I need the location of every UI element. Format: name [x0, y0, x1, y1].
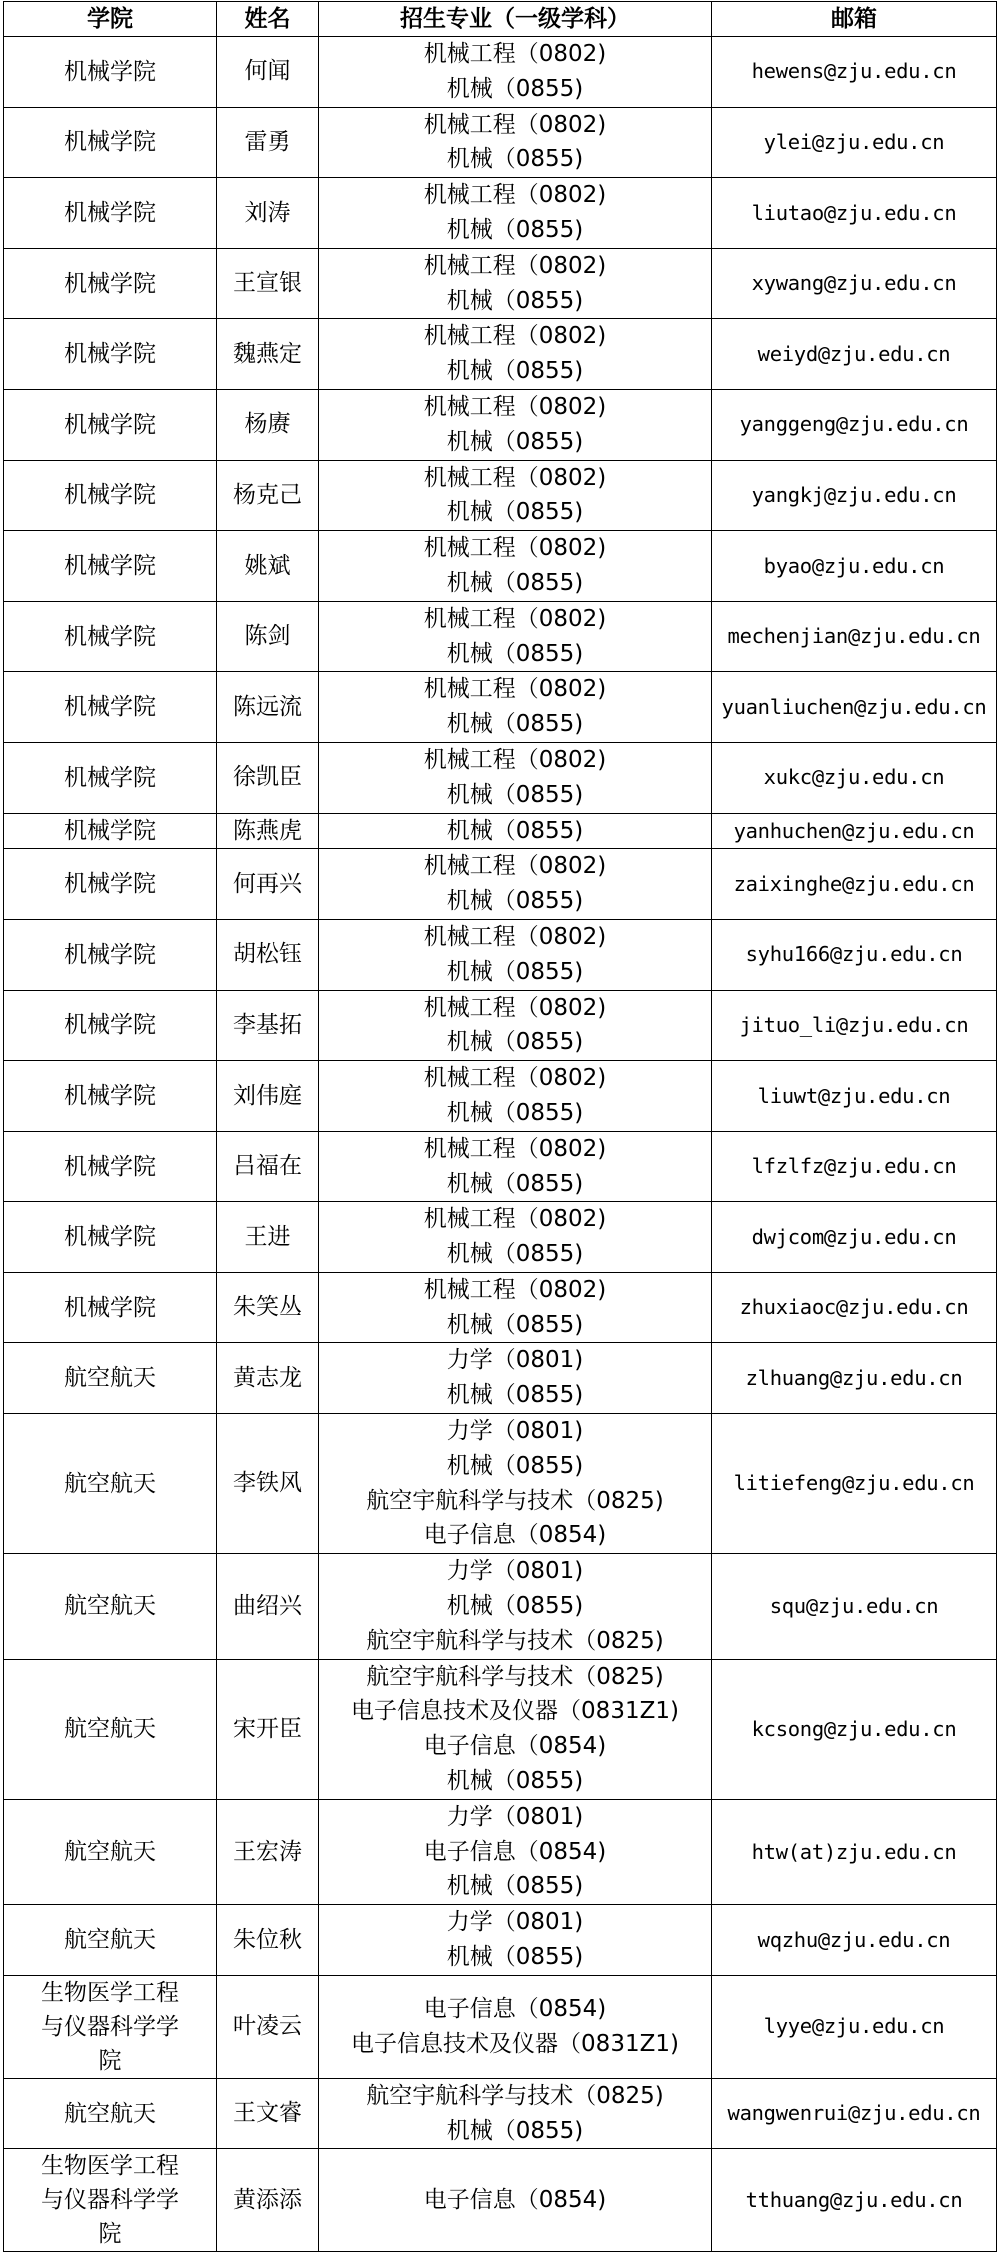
table-row [4, 107, 997, 178]
major-line: 机械工程（0802) [423, 746, 607, 773]
table-row [4, 1131, 997, 1202]
name-cell: 雷勇 [217, 107, 319, 178]
major-line: 航空宇航科学与技术（0825) [366, 1663, 664, 1690]
major-line: 机械工程（0802) [423, 1065, 607, 1092]
name-cell: 胡松钰 [217, 919, 319, 990]
table-row [4, 2078, 997, 2149]
college-cell: 航空航天 [4, 1799, 217, 1904]
college-cell: 航空航天 [4, 1554, 217, 1659]
major-line: 机械（0855) [446, 888, 584, 915]
major-cell [319, 1343, 712, 1414]
major-line: 机械工程（0802) [423, 182, 607, 209]
major-line: 机械工程（0802) [423, 464, 607, 491]
major-line: 机械（0855) [446, 428, 584, 455]
email-cell: liutao@zju.edu.cn [712, 178, 997, 249]
table-row [4, 1659, 997, 1799]
major-line: 机械（0855) [446, 711, 584, 738]
name-cell: 刘伟庭 [217, 1061, 319, 1132]
college-cell: 机械学院 [4, 37, 217, 108]
header-email: 邮箱 [712, 2, 997, 37]
major-line: 机械工程（0802) [423, 676, 607, 703]
name-cell: 李铁风 [217, 1414, 319, 1554]
table-row [4, 601, 997, 672]
table-row [4, 672, 997, 743]
college-cell: 机械学院 [4, 460, 217, 531]
college-cell: 机械学院 [4, 742, 217, 813]
header-name: 姓名 [217, 2, 319, 37]
major-line: 机械（0855) [446, 640, 584, 667]
major-line: 机械工程（0802) [423, 605, 607, 632]
major-cell [319, 1061, 712, 1132]
name-cell: 王宣银 [217, 248, 319, 319]
email-cell: zhuxiaoc@zju.edu.cn [712, 1272, 997, 1343]
major-line: 机械工程（0802) [423, 994, 607, 1021]
major-cell [319, 248, 712, 319]
major-cell [319, 1202, 712, 1273]
major-cell [319, 37, 712, 108]
college-cell: 生物医学工程与仪器科学学院 [4, 1975, 217, 2078]
name-cell: 徐凯臣 [217, 742, 319, 813]
major-cell [319, 849, 712, 920]
major-cell [319, 742, 712, 813]
major-line: 机械（0855) [446, 1382, 584, 1409]
major-line: 电子信息（0854) [423, 1522, 607, 1549]
major-line: 电子信息（0854) [423, 1733, 607, 1760]
table-row [4, 919, 997, 990]
major-line: 机械（0855) [446, 569, 584, 596]
name-cell: 朱笑丛 [217, 1272, 319, 1343]
table-row [4, 813, 997, 849]
major-cell [319, 919, 712, 990]
table-body [4, 37, 997, 2252]
college-cell: 机械学院 [4, 672, 217, 743]
major-cell [319, 601, 712, 672]
major-line: 机械工程（0802) [423, 535, 607, 562]
email-cell: yanggeng@zju.edu.cn [712, 389, 997, 460]
major-line: 机械（0855) [446, 499, 584, 526]
college-cell: 机械学院 [4, 601, 217, 672]
table-row [4, 1272, 997, 1343]
email-cell: htw(at)zju.edu.cn [712, 1799, 997, 1904]
major-cell [319, 2078, 712, 2149]
major-cell [319, 1975, 712, 2078]
college-cell: 机械学院 [4, 990, 217, 1061]
major-cell [319, 1799, 712, 1904]
table-row [4, 1343, 997, 1414]
major-line: 机械工程（0802) [423, 1276, 607, 1303]
table-header [4, 2, 997, 37]
table-row [4, 37, 997, 108]
major-cell [319, 319, 712, 390]
major-line: 机械工程（0802) [423, 41, 607, 67]
major-cell [319, 531, 712, 602]
table-row [4, 389, 997, 460]
name-cell: 刘涛 [217, 178, 319, 249]
table-row [4, 1414, 997, 1554]
table-row [4, 531, 997, 602]
table-row [4, 178, 997, 249]
name-cell: 魏燕定 [217, 319, 319, 390]
major-line: 机械（0855) [446, 1873, 584, 1900]
name-cell: 王宏涛 [217, 1799, 319, 1904]
major-cell [319, 107, 712, 178]
major-line: 机械（0855) [446, 1944, 584, 1971]
table-row [4, 1905, 997, 1976]
major-cell [319, 389, 712, 460]
major-line: 机械（0855) [446, 1241, 584, 1268]
email-cell: squ@zju.edu.cn [712, 1554, 997, 1659]
name-cell: 吕福在 [217, 1131, 319, 1202]
major-line: 电子信息技术及仪器（0831Z1) [351, 2030, 679, 2057]
college-cell: 机械学院 [4, 107, 217, 178]
major-line: 航空宇航科学与技术（0825) [366, 1487, 664, 1514]
header-major: 招生专业（一级学科） [319, 2, 712, 37]
name-cell: 叶凌云 [217, 1975, 319, 2078]
major-line: 力学（0801) [446, 1803, 584, 1830]
college-cell: 机械学院 [4, 1272, 217, 1343]
college-cell: 机械学院 [4, 319, 217, 390]
faculty-table [3, 1, 997, 2252]
major-line: 电子信息（0854) [423, 1838, 607, 1865]
major-line: 机械（0855) [446, 1029, 584, 1056]
major-line: 机械（0855) [446, 146, 584, 173]
table-row [4, 990, 997, 1061]
major-line: 机械（0855) [446, 1768, 584, 1795]
major-line: 机械（0855) [446, 958, 584, 985]
email-cell: wangwenrui@zju.edu.cn [712, 2078, 997, 2149]
major-line: 机械工程（0802) [423, 393, 607, 420]
major-line: 机械工程（0802) [423, 853, 607, 880]
major-cell [319, 813, 712, 849]
major-line: 力学（0801) [446, 1558, 584, 1585]
college-cell: 航空航天 [4, 2078, 217, 2149]
email-cell: liuwt@zju.edu.cn [712, 1061, 997, 1132]
major-cell [319, 2149, 712, 2252]
name-cell: 曲绍兴 [217, 1554, 319, 1659]
major-line: 机械（0855) [446, 2117, 584, 2144]
major-line: 机械工程（0802) [423, 252, 607, 279]
email-cell: yangkj@zju.edu.cn [712, 460, 997, 531]
name-cell: 陈燕虎 [217, 813, 319, 849]
college-cell: 机械学院 [4, 1061, 217, 1132]
college-cell: 航空航天 [4, 1905, 217, 1976]
name-cell: 杨克己 [217, 460, 319, 531]
email-cell: lfzlfz@zju.edu.cn [712, 1131, 997, 1202]
major-line: 机械（0855) [446, 75, 584, 102]
name-cell: 朱位秋 [217, 1905, 319, 1976]
major-line: 力学（0801) [446, 1418, 584, 1445]
table-row [4, 319, 997, 390]
email-cell: wqzhu@zju.edu.cn [712, 1905, 997, 1976]
name-cell: 陈远流 [217, 672, 319, 743]
college-cell: 航空航天 [4, 1659, 217, 1799]
email-cell: byao@zju.edu.cn [712, 531, 997, 602]
table-row [4, 1202, 997, 1273]
email-cell: litiefeng@zju.edu.cn [712, 1414, 997, 1554]
college-cell: 机械学院 [4, 389, 217, 460]
email-cell: hewens@zju.edu.cn [712, 37, 997, 108]
email-cell: xukc@zju.edu.cn [712, 742, 997, 813]
major-line: 机械（0855) [446, 216, 584, 243]
college-cell: 机械学院 [4, 919, 217, 990]
college-cell: 航空航天 [4, 1414, 217, 1554]
table-row [4, 1061, 997, 1132]
email-cell: yanhuchen@zju.edu.cn [712, 813, 997, 849]
name-cell: 姚斌 [217, 531, 319, 602]
college-cell: 机械学院 [4, 813, 217, 849]
email-cell: jituo_li@zju.edu.cn [712, 990, 997, 1061]
name-cell: 何再兴 [217, 849, 319, 920]
major-line: 机械（0855) [446, 287, 584, 314]
major-line: 力学（0801) [446, 1909, 584, 1936]
college-cell: 机械学院 [4, 178, 217, 249]
name-cell: 黄志龙 [217, 1343, 319, 1414]
name-cell: 黄添添 [217, 2149, 319, 2252]
email-cell: zlhuang@zju.edu.cn [712, 1343, 997, 1414]
email-cell: zaixinghe@zju.edu.cn [712, 849, 997, 920]
major-cell [319, 1272, 712, 1343]
major-line: 电子信息（0854) [423, 2187, 607, 2214]
major-cell [319, 1131, 712, 1202]
name-cell: 王进 [217, 1202, 319, 1273]
table-row [4, 849, 997, 920]
email-cell: mechenjian@zju.edu.cn [712, 601, 997, 672]
email-cell: yuanliuchen@zju.edu.cn [712, 672, 997, 743]
header-row [4, 2, 997, 37]
table-row [4, 460, 997, 531]
college-cell: 机械学院 [4, 248, 217, 319]
major-line: 机械工程（0802) [423, 323, 607, 350]
email-cell: dwjcom@zju.edu.cn [712, 1202, 997, 1273]
major-line: 力学（0801) [446, 1347, 584, 1374]
table-row [4, 1554, 997, 1659]
major-line: 机械（0855) [446, 1452, 584, 1479]
name-cell: 何闻 [217, 37, 319, 108]
major-line: 电子信息技术及仪器（0831Z1) [351, 1698, 679, 1725]
table-row [4, 2149, 997, 2252]
major-line: 机械工程（0802) [423, 111, 607, 138]
major-cell [319, 990, 712, 1061]
name-cell: 杨赓 [217, 389, 319, 460]
table-row [4, 742, 997, 813]
email-cell: ylei@zju.edu.cn [712, 107, 997, 178]
college-cell: 航空航天 [4, 1343, 217, 1414]
table-row [4, 248, 997, 319]
major-line: 机械工程（0802) [423, 1206, 607, 1233]
major-cell [319, 460, 712, 531]
major-line: 机械工程（0802) [423, 1135, 607, 1162]
major-cell [319, 672, 712, 743]
major-cell [319, 1905, 712, 1976]
major-line: 航空宇航科学与技术（0825) [366, 2082, 664, 2109]
major-line: 机械（0855) [446, 1593, 584, 1620]
email-cell: lyye@zju.edu.cn [712, 1975, 997, 2078]
email-cell: xywang@zju.edu.cn [712, 248, 997, 319]
name-cell: 宋开臣 [217, 1659, 319, 1799]
name-cell: 李基拓 [217, 990, 319, 1061]
major-line: 机械（0855) [446, 358, 584, 385]
table-row [4, 1799, 997, 1904]
email-cell: weiyd@zju.edu.cn [712, 319, 997, 390]
college-cell: 机械学院 [4, 531, 217, 602]
major-line: 机械（0855) [446, 1170, 584, 1197]
major-line: 机械（0855) [446, 817, 584, 844]
major-cell [319, 1554, 712, 1659]
name-cell: 陈剑 [217, 601, 319, 672]
major-line: 机械工程（0802) [423, 923, 607, 950]
name-cell: 王文睿 [217, 2078, 319, 2149]
header-college: 学院 [4, 2, 217, 37]
college-cell: 机械学院 [4, 849, 217, 920]
email-cell: kcsong@zju.edu.cn [712, 1659, 997, 1799]
major-line: 机械（0855) [446, 1099, 584, 1126]
major-line: 机械（0855) [446, 1311, 584, 1338]
major-line: 电子信息（0854) [423, 1996, 607, 2023]
college-cell: 机械学院 [4, 1202, 217, 1273]
college-cell: 生物医学工程与仪器科学学院 [4, 2149, 217, 2252]
email-cell: tthuang@zju.edu.cn [712, 2149, 997, 2252]
major-line: 机械（0855) [446, 781, 584, 808]
email-cell: syhu166@zju.edu.cn [712, 919, 997, 990]
major-cell [319, 178, 712, 249]
table-row [4, 1975, 997, 2078]
major-cell [319, 1414, 712, 1554]
major-line: 航空宇航科学与技术（0825) [366, 1627, 664, 1654]
major-cell [319, 1659, 712, 1799]
college-cell: 机械学院 [4, 1131, 217, 1202]
